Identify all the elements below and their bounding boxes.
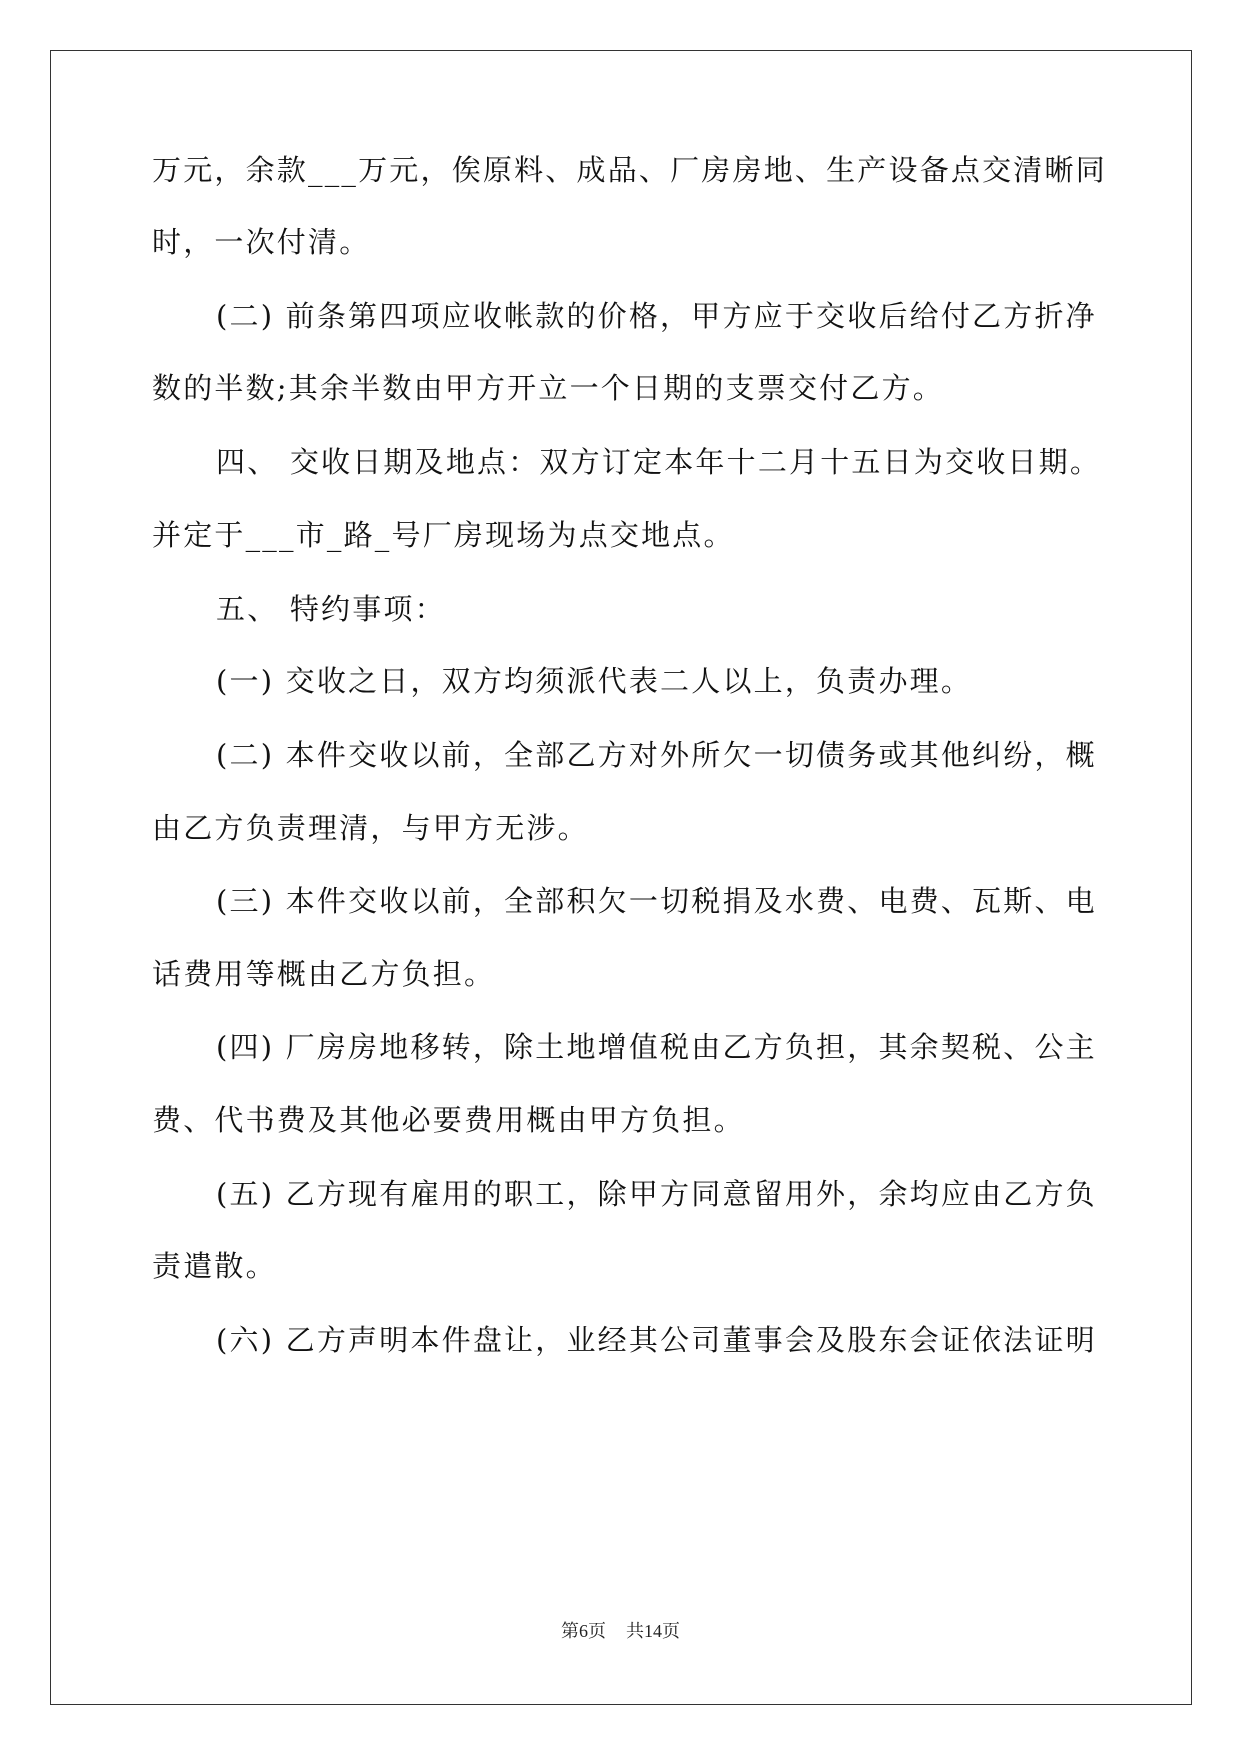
page-total: 共14页 xyxy=(626,1621,680,1641)
text-line: (六) 乙方声明本件盘让，业经其公司董事会及股东会证依法证明 xyxy=(216,1323,1097,1357)
text-line: 数的半数;其余半数由甲方开立一个日期的支票交付乙方。 xyxy=(152,371,944,405)
page-footer xyxy=(0,1620,1241,1642)
text-line: (四) 厂房房地移转，除土地增值税由乙方负担，其余契税、公主 xyxy=(216,1030,1097,1064)
section-heading: 五、 特约事项： xyxy=(216,592,446,626)
text-line: 万元，余款___万元，俟原料、成品、厂房房地、生产设备点交清晰同 xyxy=(152,153,1107,187)
text-line: (一) 交收之日，双方均须派代表二人以上，负责办理。 xyxy=(216,664,973,698)
text-line: (二) 本件交收以前，全部乙方对外所欠一切债务或其他纠纷，概 xyxy=(216,738,1097,772)
text-line: (五) 乙方现有雇用的职工，除甲方同意留用外，余均应由乙方负 xyxy=(216,1177,1097,1211)
text-line: 费、代书费及其他必要费用概由甲方负担。 xyxy=(152,1103,745,1137)
text-line: (三) 本件交收以前，全部积欠一切税捐及水费、电费、瓦斯、电 xyxy=(216,884,1097,918)
text-line: 四、 交收日期及地点：双方订定本年十二月十五日为交收日期。 xyxy=(216,445,1102,479)
text-line: (二) 前条第四项应收帐款的价格，甲方应于交收后给付乙方折净 xyxy=(216,299,1097,333)
text-line: 由乙方负责理清，与甲方无涉。 xyxy=(152,811,589,845)
text-line: 并定于___市_路_号厂房现场为点交地点。 xyxy=(152,518,735,552)
text-line: 话费用等概由乙方负担。 xyxy=(152,957,496,991)
page-number: 第6页 xyxy=(561,1621,606,1641)
text-line: 时，一次付清。 xyxy=(152,225,371,259)
text-line: 责遣散。 xyxy=(152,1249,277,1283)
